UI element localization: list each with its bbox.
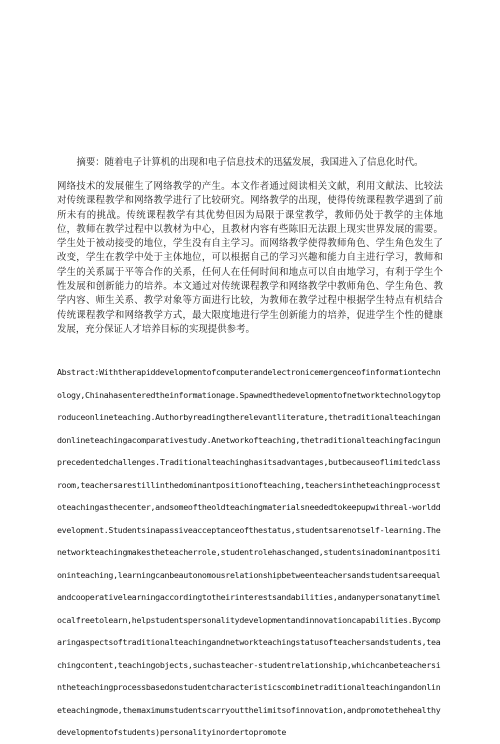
chinese-abstract-body: 网络技术的发展催生了网络教学的产生。本文作者通过阅读相关文献，利用文献法、比较法对传统课程教学和网络教学进行了比较研究。网络教学的出现，使得传统课程教学遇到了前所未有的挑战。传统课程教学有其优势但因为局限于课堂教学，教师仍处于教学的主体地位，教师在教学过程中以教材为中心，且教材内容有些陈旧无法跟上现实世界发展的需要。学生处于被动接受的地位，学生没有自主学习。而网络教学使得教师角色、学生角色发生了改变，学生在教学中处于主体地位，可以根据自己的学习兴趣和能力自主进行学习，教师和学生的关系属于平等合作的关系，任何人在任何时间和地点可以自由地学习，有利于学生个性发展和创新能力的培养。本文通过对传统课程教学和网络教学中教师角色、学生角色、教学内容、师生关系、教学对象等方面进行比较，为教师在教学过程中根据学生特点有机结合传统课程教学和网络教学方式，最大限度地进行学生创新能力的培养，促进学生个性的健康发展，充分保证人才培养目标的实现提供参考。 — [57, 181, 443, 335]
english-abstract-label: Abstract: — [57, 367, 100, 377]
english-abstract-body: Withtherapiddevelopmentofcomputerandelectronicemergenceofinformationtechnology,Chinahasenteredtheinformationage.Spawnedthedevelopmentofnetworktechnologytoproduceonlineteaching.Authorbyreadingtherelevantliterature,thetraditionalteachingandonlineteachingacomparativestudy.Anetworkofteaching,thetraditionalteachingfacingunprecedentedchallenges.Traditionalteachinghasitsadvantages,butbecauseoflimitedclassroom,teachersarestillinthedominantpositionofteaching,teachersintheteachingprocesstoteachingasthecenter,andsomeoftheoldteachingmaterialsneededtokeepupwithreal-worlddevelopment.Studentsinapassiveacceptanceofthestatus,studentsarenotself-learning.Thenetworkteachingmakestheteacherrole,studentrolehaschanged,studentsinadominantpositioninteaching,learningcanbeautonomousrelationshipbetweenteachersandstudentsareequalandcooperativelearningaccordingtotheirinterestsandabilities,andanypersonatanytimelocalfreetolearn,helpstudentspersonalitydevelopmentandinnovationcapabilities.Bycomparingaspectsoftraditionalteachingandnetworkteachingstatusofteachersandstudents,teachingcontent,teachingobjects,suchasteacher-studentrelationship,whichcanbeteachersintheteachingprocessbasedonstudentcharacteristicscombinetraditionalteachingandonlineteachingmode,themaximumstudentscarryoutthelimitsofinnovation,andpromotethehealthydevelopmentofstudents)personalityinordertopromote — [57, 367, 441, 737]
english-abstract — [57, 361, 445, 744]
chinese-abstract-heading: 摘要：随着电子计算机的出现和电子信息技术的迅猛发展，我国进入了信息化时代。 — [76, 157, 424, 168]
